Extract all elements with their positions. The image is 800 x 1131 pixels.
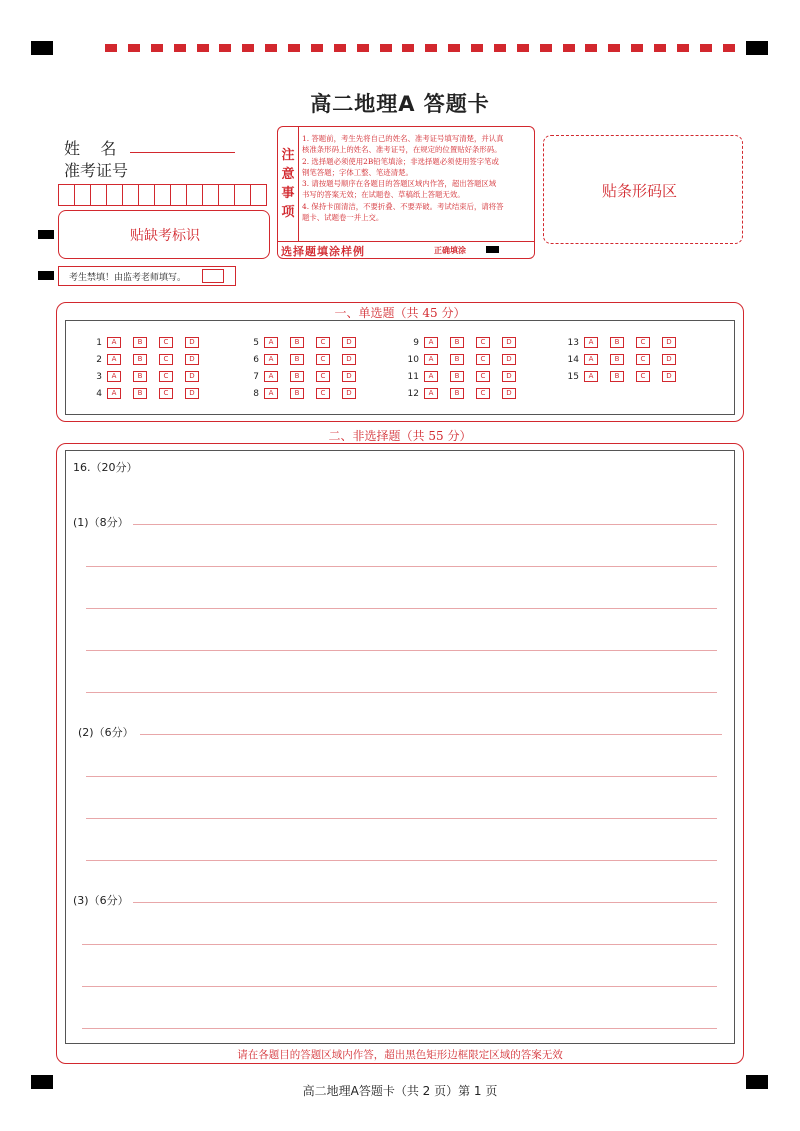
option-bubble-c[interactable]: C xyxy=(636,354,650,365)
absent-mark-box xyxy=(58,210,270,259)
answer-area-frame xyxy=(65,450,735,1044)
option-bubble-c[interactable]: C xyxy=(476,388,490,399)
option-bubble-b[interactable]: B xyxy=(450,388,464,399)
option-bubble-d[interactable]: D xyxy=(662,371,676,382)
option-bubble-d[interactable]: D xyxy=(502,371,516,382)
answer-line[interactable] xyxy=(86,692,717,693)
choice-row xyxy=(80,388,211,399)
option-bubble-c[interactable]: C xyxy=(476,337,490,348)
section-single-choice-title: 一、单选题（共 45 分） xyxy=(334,306,466,320)
choice-row xyxy=(237,388,368,399)
answer-line[interactable] xyxy=(133,902,717,903)
question-number: 14 xyxy=(567,354,579,365)
option-bubble-a[interactable]: A xyxy=(107,388,121,399)
choice-row xyxy=(80,337,211,348)
option-bubble-b[interactable]: B xyxy=(133,388,147,399)
choice-row xyxy=(397,371,528,382)
option-bubble-d[interactable]: D xyxy=(342,388,356,399)
question-number: 3 xyxy=(96,371,102,382)
note-line: 1. 答题前，考生先将自己的姓名、准考证号填写清楚，并认真 xyxy=(302,134,504,143)
notes-box xyxy=(277,126,535,259)
question-number: 11 xyxy=(407,371,419,382)
option-bubble-b[interactable]: B xyxy=(290,354,304,365)
option-bubble-b[interactable]: B xyxy=(133,337,147,348)
fill-sample-label: 选择题填涂样例 xyxy=(281,245,365,258)
section-free-response-title: 二、非选择题（共 55 分） xyxy=(328,429,472,443)
question-number: 1 xyxy=(96,337,102,348)
option-bubble-d[interactable]: D xyxy=(342,337,356,348)
answer-line[interactable] xyxy=(86,650,717,651)
answer-line[interactable] xyxy=(82,944,717,945)
option-bubble-a[interactable]: A xyxy=(107,371,121,382)
option-bubble-c[interactable]: C xyxy=(316,337,330,348)
question-number: 2 xyxy=(96,354,102,365)
choice-row xyxy=(557,354,688,365)
proctor-box xyxy=(58,266,236,286)
option-bubble-a[interactable]: A xyxy=(584,354,598,365)
choice-row xyxy=(397,337,528,348)
option-bubble-b[interactable]: B xyxy=(290,371,304,382)
fill-sample-row xyxy=(278,241,534,259)
option-bubble-c[interactable]: C xyxy=(636,337,650,348)
note-line: 3. 请按题号顺序在各题目的答题区域内作答，超出答题区域 xyxy=(302,179,497,189)
timing-mark-side-1 xyxy=(38,230,54,239)
question-16-label: 16.（20分） xyxy=(73,461,138,474)
option-bubble-c[interactable]: C xyxy=(636,371,650,382)
option-bubble-b[interactable]: B xyxy=(133,371,147,382)
correct-fill-label: 正确填涂 xyxy=(434,246,466,255)
option-bubble-c[interactable]: C xyxy=(159,388,173,399)
question-number: 8 xyxy=(253,388,259,399)
barcode-label: 贴条形码区 xyxy=(602,182,678,200)
option-bubble-a[interactable]: A xyxy=(424,337,438,348)
timing-mark-top-right xyxy=(746,41,768,55)
option-bubble-c[interactable]: C xyxy=(476,371,490,382)
option-bubble-d[interactable]: D xyxy=(342,354,356,365)
option-bubble-a[interactable]: A xyxy=(107,354,121,365)
option-bubble-c[interactable]: C xyxy=(316,388,330,399)
choice-row xyxy=(557,371,688,382)
question-number: 7 xyxy=(253,371,259,382)
page-title: 高二地理A 答题卡 xyxy=(310,92,490,116)
option-bubble-d[interactable]: D xyxy=(662,354,676,365)
option-bubble-d[interactable]: D xyxy=(502,337,516,348)
option-bubble-c[interactable]: C xyxy=(316,354,330,365)
proctor-note: 考生禁填！由监考老师填写。 xyxy=(69,273,187,283)
answer-area-warning: 请在各题目的答题区域内作答，超出黑色矩形边框限定区域的答案无效 xyxy=(237,1049,563,1061)
question-number: 6 xyxy=(253,354,259,365)
answer-line[interactable] xyxy=(133,524,717,525)
answer-line[interactable] xyxy=(86,860,717,861)
option-bubble-d[interactable]: D xyxy=(502,388,516,399)
choice-row xyxy=(397,354,528,365)
option-bubble-a[interactable]: A xyxy=(424,388,438,399)
option-bubble-a[interactable]: A xyxy=(424,354,438,365)
note-line: 2. 选择题必须使用2B铅笔填涂；非选择题必须使用签字笔或 xyxy=(302,156,499,166)
choice-row xyxy=(237,337,368,348)
note-line: 钢笔答题；字体工整、笔迹清楚。 xyxy=(302,167,413,177)
option-bubble-a[interactable]: A xyxy=(264,371,278,382)
correct-fill-mark xyxy=(486,246,499,253)
option-bubble-d[interactable]: D xyxy=(185,371,199,382)
name-label: 姓 名 xyxy=(64,139,117,158)
option-bubble-b[interactable]: B xyxy=(610,371,624,382)
part-3-label: (3)（6分） xyxy=(73,894,129,907)
barcode-area xyxy=(543,135,743,244)
question-number: 9 xyxy=(413,337,419,348)
option-bubble-b[interactable]: B xyxy=(133,354,147,365)
option-bubble-b[interactable]: B xyxy=(610,354,624,365)
option-bubble-d[interactable]: D xyxy=(185,388,199,399)
option-bubble-a[interactable]: A xyxy=(264,388,278,399)
option-bubble-a[interactable]: A xyxy=(584,371,598,382)
option-bubble-d[interactable]: D xyxy=(185,354,199,365)
option-bubble-c[interactable]: C xyxy=(159,371,173,382)
note-line: 书写的答案无效；在试题卷、草稿纸上答题无效。 xyxy=(302,190,465,200)
timing-mark-side-2 xyxy=(38,271,54,280)
question-number: 12 xyxy=(407,388,419,399)
exam-id-label: 准考证号 xyxy=(64,161,129,180)
answer-line[interactable] xyxy=(82,986,717,987)
choice-row xyxy=(237,371,368,382)
option-bubble-c[interactable]: C xyxy=(159,354,173,365)
answer-line[interactable] xyxy=(86,776,717,777)
choice-grid-frame xyxy=(65,320,735,415)
note-line: 核准条形码上的姓名、准考证号，在规定的位置贴好条形码。 xyxy=(302,145,502,155)
answer-line[interactable] xyxy=(140,734,722,735)
option-bubble-c[interactable]: C xyxy=(476,354,490,365)
answer-line[interactable] xyxy=(86,608,717,609)
option-bubble-a[interactable]: A xyxy=(424,371,438,382)
choice-row xyxy=(80,354,211,365)
option-bubble-a[interactable]: A xyxy=(584,337,598,348)
note-line: 题卡、试题卷一并上交。 xyxy=(302,213,384,223)
answer-line[interactable] xyxy=(86,818,717,819)
page-footer: 高二地理A答题卡（共 2 页）第 1 页 xyxy=(302,1084,498,1098)
absent-mark-label: 贴缺考标识 xyxy=(130,228,200,244)
choice-row xyxy=(80,371,211,382)
choice-row xyxy=(557,337,688,348)
option-bubble-b[interactable]: B xyxy=(290,388,304,399)
option-bubble-b[interactable]: B xyxy=(290,337,304,348)
choice-row xyxy=(397,388,528,399)
part-1-label: (1)（8分） xyxy=(73,516,129,529)
question-number: 10 xyxy=(407,354,419,365)
question-number: 5 xyxy=(253,337,259,348)
name-field[interactable] xyxy=(130,134,235,153)
option-bubble-d[interactable]: D xyxy=(342,371,356,382)
top-dash-bar xyxy=(105,44,735,52)
option-bubble-d[interactable]: D xyxy=(185,337,199,348)
notes-heading: 注 意 事 项 xyxy=(278,127,299,241)
option-bubble-a[interactable]: A xyxy=(107,337,121,348)
option-bubble-b[interactable]: B xyxy=(610,337,624,348)
option-bubble-c[interactable]: C xyxy=(316,371,330,382)
option-bubble-d[interactable]: D xyxy=(502,354,516,365)
exam-id-boxes[interactable] xyxy=(58,184,266,206)
option-bubble-a[interactable]: A xyxy=(264,337,278,348)
option-bubble-a[interactable]: A xyxy=(264,354,278,365)
answer-line[interactable] xyxy=(82,1028,717,1029)
note-line: 4. 保持卡面清洁，不要折叠、不要弄破。考试结束后，请将答 xyxy=(302,201,504,211)
option-bubble-b[interactable]: B xyxy=(450,337,464,348)
proctor-checkbox[interactable] xyxy=(202,269,224,283)
part-2-label: (2)（6分） xyxy=(78,726,134,739)
option-bubble-b[interactable]: B xyxy=(450,354,464,365)
timing-mark-top-left xyxy=(31,41,53,55)
answer-line[interactable] xyxy=(86,566,717,567)
choice-row xyxy=(237,354,368,365)
option-bubble-b[interactable]: B xyxy=(450,371,464,382)
option-bubble-d[interactable]: D xyxy=(662,337,676,348)
option-bubble-c[interactable]: C xyxy=(159,337,173,348)
question-number: 13 xyxy=(567,337,579,348)
notes-list xyxy=(302,133,530,223)
question-number: 4 xyxy=(96,388,102,399)
question-number: 15 xyxy=(567,371,579,382)
